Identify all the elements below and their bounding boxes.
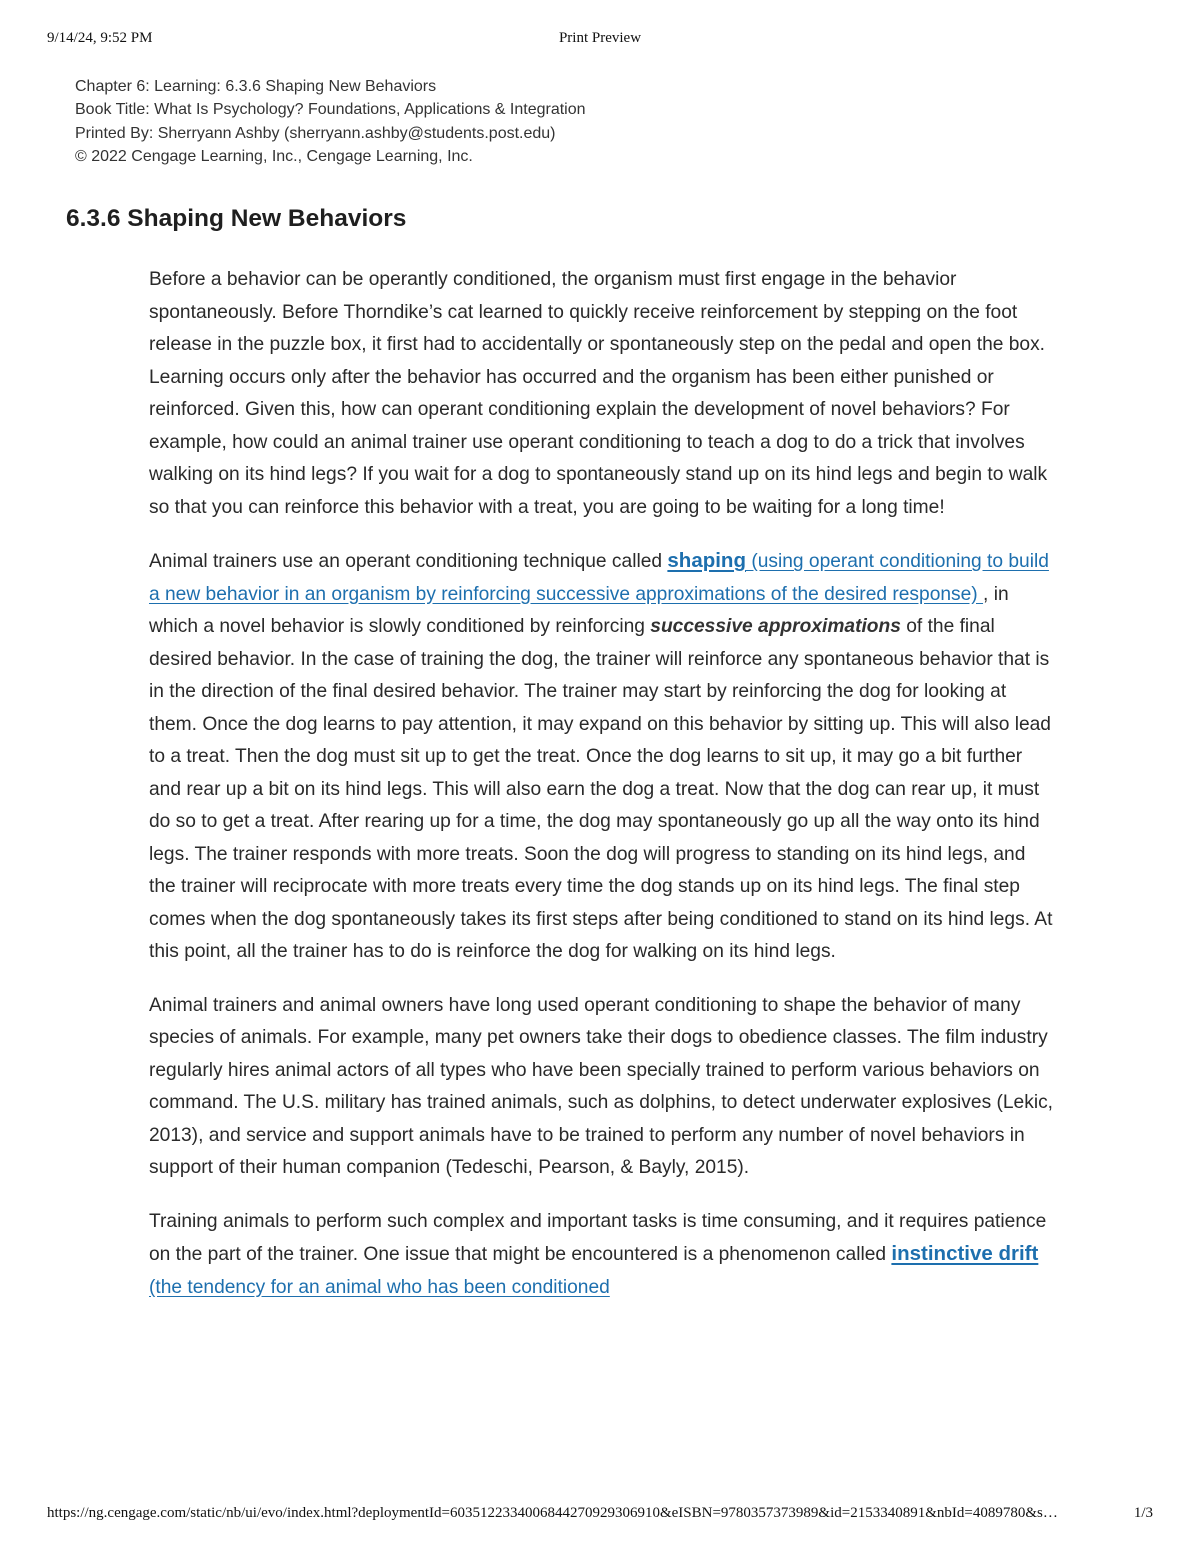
print-datetime: 9/14/24, 9:52 PM	[47, 30, 153, 46]
section-title: 6.3.6 Shaping New Behaviors	[66, 205, 407, 232]
book-title-line: Book Title: What Is Psychology? Foundations, Applications & Integration	[75, 101, 586, 119]
emphasis-successive-approximations: successive approximations	[650, 616, 901, 637]
glossary-link-shaping[interactable]: shaping	[667, 549, 746, 572]
print-footer	[0, 1505, 1200, 1525]
glossary-link-instinctive-drift[interactable]: instinctive drift	[891, 1242, 1039, 1265]
print-url: https://ng.cengage.com/static/nb/ui/evo/index.html?deploymentId=6035122334006844270929306910&eISBN=9780357373989&id=2153340891&nbId=4089780&s…	[47, 1505, 1058, 1521]
paragraph-2-text-a: Animal trainers use an operant conditioning technique called	[149, 551, 668, 572]
printed-by-line: Printed By: Sherryann Ashby (sherryann.ashby@students.post.edu)	[75, 124, 556, 142]
paragraph-2	[149, 545, 1054, 969]
paragraph-4	[149, 1206, 1054, 1305]
copyright-line: © 2022 Cengage Learning, Inc., Cengage Learning, Inc.	[75, 147, 473, 165]
document-meta	[75, 75, 586, 168]
article-body	[149, 264, 1054, 1325]
glossary-definition-shaping[interactable]: (using operant conditioning to build a new behavior in an organism by reinforcing successive approximations of the desired response)	[149, 551, 1049, 605]
page-number: 1/3	[1133, 1505, 1153, 1521]
print-title: Print Preview	[558, 30, 642, 46]
glossary-definition-instinctive-drift[interactable]: (the tendency for an animal who has been conditioned	[149, 1276, 610, 1298]
paragraph-1: Before a behavior can be operantly conditioned, the organism must first engage in the behavior spontaneously. Before Thorndike’s cat learned to quickly receive reinforcement by stepping on the foot release in the puzzle box, it first had to accidentally or spontaneously step on the pedal and open the box. Learning occurs only after the behavior has occurred and the organism has been either punished or reinforced. Given this, how can operant conditioning explain the development of novel behaviors? For example, how could an animal trainer use operant conditioning to teach a dog to do a trick that involves walking on its hind legs? If you wait for a dog to spontaneously stand up on its hind legs and begin to walk so that you can reinforce this behavior with a treat, you are going to be waiting for a long time!	[149, 269, 1048, 518]
paragraph-2-text-c: of the final desired behavior. In the case of training the dog, the trainer will reinforce any spontaneous behavior that is in the direction of the final desired behavior. The trainer may start by reinforcing the dog for looking at them. Once the dog learns to pay attention, it may expand on this behavior by sitting up. This will also lead to a treat. Then the dog must sit up to get the treat. Once the dog learns to sit up, it may go a bit further and rear up a bit on its hind legs. This will also earn the dog a treat. Now that the dog can rear up, it must do so to get a treat. After rearing up for a time, the dog may spontaneously go up all the way onto its hind legs. The trainer responds with more treats. Soon the dog will progress to standing on its hind legs, and the trainer will reciprocate with more treats every time the dog stands up on its hind legs. The final step comes when the dog spontaneously takes its first steps after being conditioned to stand on its hind legs. At this point, all the trainer has to do is reinforce the dog for walking on its hind legs.	[149, 616, 1053, 962]
paragraph-2-text-b: , in which a novel behavior is slowly conditioned by reinforcing	[149, 583, 1009, 637]
paragraph-3: Animal trainers and animal owners have long used operant conditioning to shape the behavior of many species of animals. For example, many pet owners take their dogs to obedience classes. The film industry regularly hires animal actors of all types who have been specially trained to perform various behaviors on command. The U.S. military has trained animals, such as dolphins, to detect underwater explosives (Lekic, 2013), and service and support animals have to be trained to perform any number of novel behaviors in support of their human companion (Tedeschi, Pearson, & Bayly, 2015).	[149, 994, 1054, 1178]
print-header	[0, 30, 1200, 50]
paragraph-4-text-a: Training animals to perform such complex and important tasks is time consuming, and it requires patience on the part of the trainer. One issue that might be encountered is a phenomenon called	[149, 1210, 1047, 1265]
chapter-line: Chapter 6: Learning: 6.3.6 Shaping New Behaviors	[75, 78, 437, 95]
